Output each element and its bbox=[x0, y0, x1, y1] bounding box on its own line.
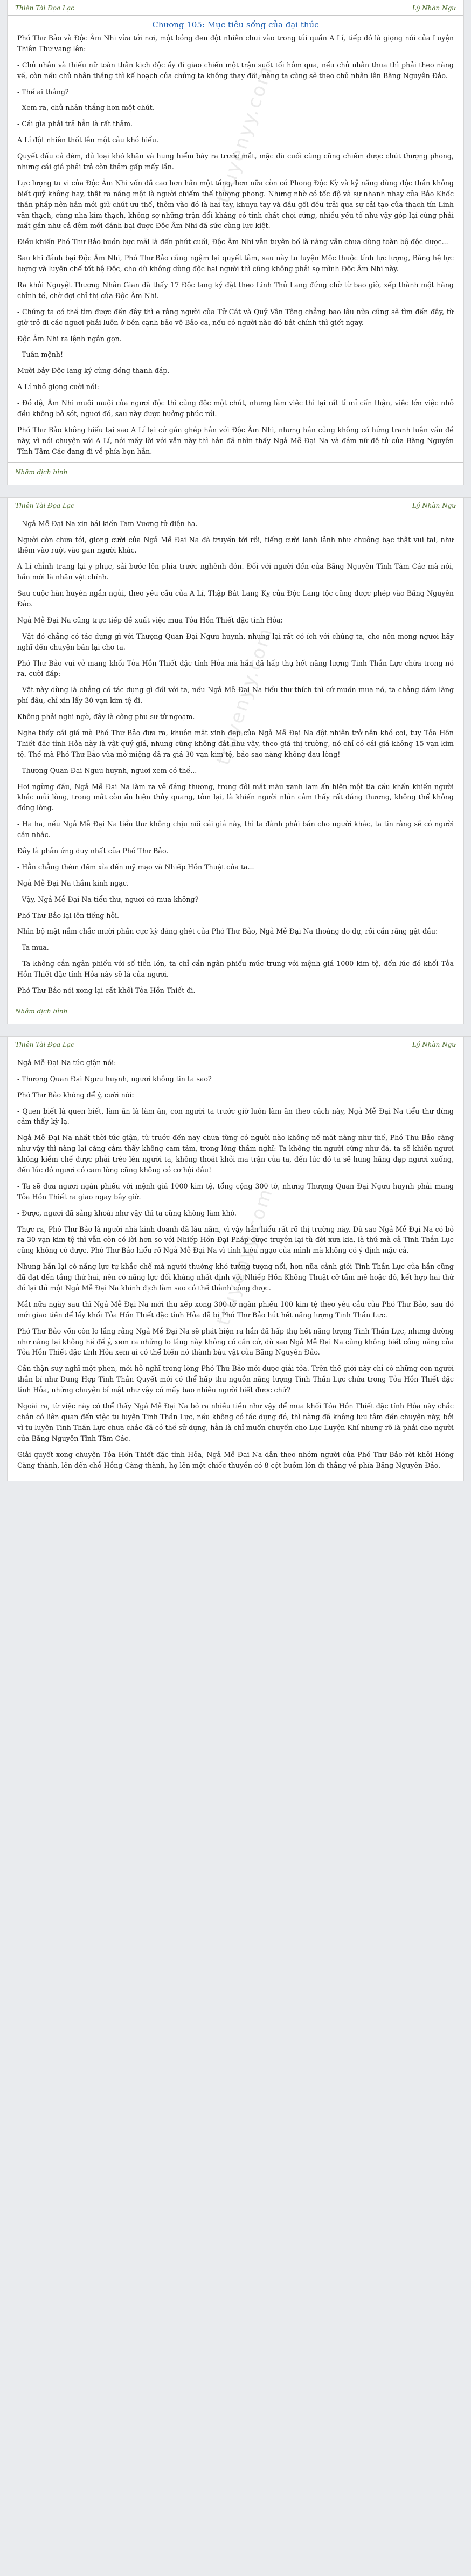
author-name: Lý Nhàn Ngư bbox=[412, 1040, 456, 1048]
paragraph: Phó Thư Bảo vốn còn lo lắng rằng Ngả Mễ Đại Na sẽ phát hiện ra hắn đã hấp thụ hết năng lượng Tinh Thần Lực, nhưng dường như nàng lại không hề để ý, xem ra những lo lắng này không có căn cứ, dù sao Ngả Mễ Đại Na cũng không biết công năng của Tỏa Hồn Thiết đặc tính Hỏa xem ai có thể biến nó thành báu vật của Băng Nguyên Đảo. bbox=[17, 1327, 454, 1357]
page-separator bbox=[0, 1024, 471, 1037]
paragraph: - Thế ai thắng? bbox=[17, 87, 69, 96]
page-content bbox=[8, 33, 463, 457]
paragraph: Không phải nghi ngờ, đây là công phu sư tử ngoạm. bbox=[17, 713, 195, 721]
paragraph: - Vậy, Ngả Mễ Đại Na tiểu thư, ngươi có mua không? bbox=[17, 895, 199, 903]
paragraph: - Hẳn chẳng thèm đếm xỉa đến mỹ mạo và Nhiếp Hồn Thuật của ta... bbox=[17, 862, 254, 871]
page-header bbox=[8, 0, 463, 16]
paragraph: - Đồ dệ, Âm Nhi muội muội của ngươi độc thì cũng độc một chút, nhưng làm việc thì lại rất tỉ mỉ cẩn thận, việc lớn việc nhỏ đều không bỏ sót, ngươi đó, sau này được hưởng phúc rồi. bbox=[17, 399, 454, 418]
page-content bbox=[8, 1052, 463, 1482]
paragraph: Nhưng hắn lại có nắng lực tự khắc chế mà người thường khó tưởng tượng nổi, hơn nữa cảnh giới Tinh Thần Lực của hắn cũng đã đạt đến tầng thứ hai, nên có năng lực đối kháng nhất định với Nhiếp Hồn Không Thuật cỡ tầm mê hoặc đó, kết hợp hai thứ đó lại thì một Ngả Mễ Đại Na khinh địch làm sao có thể thành công được. bbox=[17, 1262, 454, 1293]
page-header bbox=[8, 1037, 463, 1052]
paragraph: Phó Thư Bảo vui vẻ mang khối Tỏa Hồn Thiết đặc tính Hỏa mà hắn đã hấp thụ hết năng lượng Tinh Thần Lực chứa trong nó ra, cười đáp: bbox=[17, 659, 454, 678]
paragraph: Điều khiến Phó Thư Bảo buồn bực mãi là đến phút cuối, Độc Âm Nhi vẫn tuyên bố là nàng vẫn chưa dùng toàn bộ độc dược... bbox=[17, 238, 448, 246]
book-title: Thiên Tài Đọa Lạc bbox=[15, 501, 74, 509]
paragraph: Phó Thư Bảo lại lên tiếng hỏi. bbox=[17, 911, 120, 920]
paragraph: Người còn chưa tới, giọng cười của Ngả Mễ Đại Na đã truyền tới rồi, tiếng cười lanh lảnh như chuông bạc thật vui tai, như thêm vào ruột vào gan người khác. bbox=[17, 535, 454, 555]
paragraph: - Ha ha, nếu Ngả Mễ Đại Na tiểu thư không chịu nổi cái giá này, thì ta đành phải bán cho người khác, ta tin rằng sẽ có người cần nhắc. bbox=[17, 820, 454, 839]
paragraph: - Ta không cần ngân phiếu với số tiền lớn, ta chỉ cần ngân phiếu mức trung với mệnh giá 1000 kim tệ, đến lúc đó khối Tỏa Hồn Thiết đặc tính Hỏa này sẽ là của ngươi. bbox=[17, 959, 454, 979]
paragraph: - Được, ngươi đã sảng khoái như vậy thì ta cũng không làm khó. bbox=[17, 1208, 237, 1217]
paragraph: Lực lượng tu vi của Độc Âm Nhi vốn đã cao hơn hắn một tầng, hơn nữa còn có Phong Độc Kỳ và kỹ năng dùng độc thần không biết quỷ không hay, thật ra năng một là người chiếm thế thượng phong. Nhưng nhờ có tốc độ và sự nhanh nhạy của Bảo Khốc thần pháp nên hắn mới giữ chút ưu thế, thêm vào đó là hai tay, khuyu tay và đầu gối đều trải qua sự cải tạo của thạch tín Linh văn thạch, cùng nha kim thạch, không sợ những trận đổi kháng có tính chất chọi cứng, nhiều yếu tố như vậy góp lại cùng phải mất gần như cả đêm mới đánh bại được Độc Âm Nhi đã sức cùng lực kiệt. bbox=[17, 178, 454, 230]
paragraph: Cần thận suy nghĩ một phen, mới hỗ nghĩ trong lòng Phó Thư Bảo mới được giải tỏa. Trên thế giới này chỉ có những con người thần bí như Dung Hợp Tinh Thần Quyết mới có thể hấp thu nguồn năng lượng Tinh Thần Lực chứa trong Tỏa Hồn Thiết đặc tính Hỏa, những chuyện bí mật như vậy có mấy bao nhiêu người biết được chứ? bbox=[17, 1364, 454, 1394]
paragraph: Quyết đấu cả đêm, đủ loại khó khăn và hung hiểm bày ra trước mắt, mặc dù cuối cùng cũng chiếm được chút thượng phong, nhưng cái giá phải trả còn thảm gấp mấy lần. bbox=[17, 152, 454, 171]
page-footer bbox=[8, 1002, 463, 1024]
paragraph: Thực ra, Phó Thư Bảo là người nhà kinh doanh đã lâu năm, vì vậy hắn hiểu rất rõ thị trường này. Dù sao Ngả Mễ Đại Na có bỏ ra 30 vạn kim tệ thì vẫn còn có lời hơn so với Nhiếp Hồn Đại Pháp được truyền lại từ đời xưa kia, là thứ mà cả Tinh Thần Lục cũng không có được. Phó Thư Bảo hiểu rõ Ngả Mễ Đại Na vì tính kiêu ngạo của mình mà không có ý định mặc cả. bbox=[17, 1225, 454, 1255]
paragraph: - Chúng ta có thể tìm được đến đây thì e rằng người của Tử Cát và Quỷ Vân Tông chẳng bao lâu nữa cũng sẽ tìm đến đây, từ giờ trở đi các ngươi phải luôn ở bên cạnh bảo vệ Bảo ca, nếu có người nào đó bắt chính thì giết ngay. bbox=[17, 307, 454, 327]
paragraph: - Vật này dùng là chẳng có tác dụng gì đối với ta, nếu Ngả Mễ Đại Na tiểu thư thích thì cứ muốn mua nó, ta chẳng dám lãng phí đâu, chỉ xin lấy 30 vạn kim tệ đi. bbox=[17, 686, 454, 705]
page-header bbox=[8, 498, 463, 513]
paragraph: A Lí nhỏ giọng cười nói: bbox=[17, 383, 99, 391]
paragraph: Nhìn bộ mặt nắm chắc mười phần cực kỳ đáng ghét của Phó Thư Bảo, Ngả Mễ Đại Na thoáng do dự, rồi cắn răng gật đầu: bbox=[17, 927, 438, 936]
paragraph: Ra khỏi Nguyệt Thượng Nhân Gian đã thấy 17 Độc lang ký đặt theo Linh Thủ Lang đứng chờ từ bao giờ, xếp thành một hàng chỉnh tề, chờ đợi chỉ thị của Độc Âm Nhi. bbox=[17, 281, 454, 300]
paragraph: Ngả Mễ Đại Na nhất thời tức giận, từ trước đến nay chưa từng có người nào không nể mặt nàng như thế, Phó Thư Bảo càng như vậy thì nàng lại càng cảm thấy không cam tâm, trong lòng thầm nghĩ: Ta không tin người cứng như đá, ta sẽ khiến ngươi không kiềm chế được phải trèo lên người ta, không thoát khỏi ma trận của ta, đến lúc đó ta sẽ hung hăng đạp ngươi xuống, đến lúc đó ngươi có cam lòng cũng không có cơ hội đâu! bbox=[17, 1134, 454, 1175]
translator-note: Nhâm dịch bình bbox=[15, 1007, 68, 1015]
paragraph: Nghe thấy cái giá mà Phó Thư Bảo đưa ra, khuôn mặt xinh đẹp của Ngả Mễ Đại Na đột nhiên trở nên khó coi, tuy Tỏa Hồn Thiết đặc tính Hỏa này là vật quý giá, nhưng cũng không đắt như vậy, theo giá thị trường, nó chỉ có cái giá không 15 vạn kim tệ. Thế mà Phó Thư Bảo vừa mở miệng đã ra giá 30 vạn kim tệ, bảo sao nàng không đau lòng! bbox=[17, 728, 454, 758]
paragraph: - Quen biết là quen biết, làm ăn là làm ăn, con người ta trước giờ luôn làm ăn theo cách này, Ngả Mễ Đại Na tiểu thư đừng cảm thấy kỳ lạ. bbox=[17, 1107, 454, 1126]
paragraph: - Cái gìa phải trả hẳn là rất thảm. bbox=[17, 120, 133, 128]
document-page-2 bbox=[7, 498, 464, 1024]
paragraph: Phó Thư Bảo không để ý, cười nói: bbox=[17, 1090, 134, 1099]
chapter-title: Chương 105: Mục tiêu sống của đại thúc bbox=[152, 20, 319, 30]
paragraph: Hơi ngừng đầu, Ngả Mễ Đại Na làm ra vẻ đáng thương, trong đôi mắt màu xanh lam ẩn hiện một tia cầu khẩn khiến người khác mủi lòng, trong mắt còn ẩn hiện thủy quang, tôm lại, là khiến người nhìn cảm thấy rất đáng thương, không thể không đồng lòng. bbox=[17, 782, 454, 812]
paragraph: Ngả Mễ Đại Na tức giận nói: bbox=[17, 1058, 116, 1067]
paragraph: - Chủ nhân và thiếu nữ toàn thân kịch độc ấy đi giao chiến một trận suốt tối hôm qua, nếu chủ nhân thua thì phải theo nàng về, còn nếu chủ nhân thắng thì kế hoạch của chúng ta không thay đổi, nàng ta cũng sẽ theo chủ nhân lên Băng Nguyên Đảo. bbox=[17, 60, 454, 80]
book-title: Thiên Tài Đọa Lạc bbox=[15, 4, 74, 12]
paragraph: Ngoài ra, từ việc này có thể thấy Ngả Mễ Đại Na bỏ ra nhiều tiền như vậy để mua khối Tỏa Hồn Thiết đặc tính Hỏa này chắc chắn có liên quan đến việc tu luyện Tinh Thần Lực, nếu không có tác dụng đó, thì nàng đã không lưu tâm đến chuyện này, bởi vì tu luyện Tinh Thần Lực chưa chắc đã có thể sử dụng, hẳn là chỉ muốn chuyển cho Lục Luyện Khí nhưng rõ là phải cho người của Băng Nguyên Tĩnh Tâm Các. bbox=[17, 1402, 454, 1442]
page-separator bbox=[0, 485, 471, 498]
paragraph: Phó Thư Bảo không hiểu tại sao A Lí lại cứ gán ghép hắn với Độc Âm Nhi, nhưng hắn cũng không có hứng tranh luận vấn đề này, vì nói chuyện với A Lí, nói mấy lời với vẫn này thì hắn đã nhìn thấy Ngả Mễ Đại Na và đám nữ đệ tử của Băng Nguyên Tĩnh Tâm Các đang đi về phía bọn hắn. bbox=[17, 425, 454, 455]
page-content bbox=[8, 513, 463, 996]
paragraph: - Ngả Mễ Đại Na xin bái kiến Tam Vương tử điện hạ. bbox=[17, 519, 198, 528]
translator-note: Nhâm dịch bình bbox=[15, 468, 68, 476]
paragraph: A Lí đột nhiên thốt lên một câu khó hiểu. bbox=[17, 136, 159, 144]
paragraph: Ngả Mễ Đại Na cũng trực tiếp đề xuất việc mua Tỏa Hồn Thiết đặc tính Hỏa: bbox=[17, 616, 283, 624]
watermark: truyenyy.com bbox=[212, 1185, 278, 1329]
paragraph: - Tuân mệnh! bbox=[17, 350, 64, 359]
paragraph: Phó Thư Bảo nói xong lại cất khối Tỏa Hồn Thiết đi. bbox=[17, 986, 196, 995]
paragraph: Mười bảy Độc lang ký cùng đồng thanh đáp. bbox=[17, 367, 170, 375]
paragraph: Sau cuộc hàn huyên ngắn ngủi, theo yêu cầu của A Lí, Thập Bát Lang Kỵ của Độc Lang tộc cũng được phép vào Băng Nguyên Đảo. bbox=[17, 589, 454, 608]
paragraph: - Ta sẽ đưa ngươi ngân phiếu với mệnh giá 1000 kim tệ, tổng cộng 300 tờ, nhưng Thượng Quan Đại Ngưu huynh phải mang Tỏa Hồn Thiết ra giao ngay bây giờ. bbox=[17, 1182, 454, 1201]
book-title: Thiên Tài Đọa Lạc bbox=[15, 1040, 74, 1048]
document-page-1 bbox=[7, 0, 464, 485]
paragraph: Độc Âm Nhi ra lệnh ngắn gọn. bbox=[17, 334, 122, 343]
paragraph: Đây là phản ứng duy nhất của Phó Thư Bảo. bbox=[17, 846, 169, 855]
paragraph: Sau khi đánh bại Độc Âm Nhi, Phó Thư Bảo cũng ngậm lại quyết tâm, sau này tu luyện Mộc thuộc tính lực lượng, Băng hệ lực lượng và luyện chế tốt hệ Độc, cho dù không dùng độc hại người thì cũng không phải sợ mình Độc Âm Nhi này. bbox=[17, 254, 454, 273]
paragraph: A Lí chỉnh trang lại y phục, sải bước lên phía trước nghênh đón. Đối với người đến của Băng Nguyên Tĩnh Tâm Các mà nói, hắn mới là nhân vật chính. bbox=[17, 562, 454, 582]
paragraph: Ngả Mễ Đại Na thầm kinh ngạc. bbox=[17, 879, 129, 887]
paragraph: - Xem ra, chủ nhân thắng hơn một chút. bbox=[17, 103, 155, 112]
paragraph: Giải quyết xong chuyện Tỏa Hồn Thiết đặc tính Hỏa, Ngả Mễ Đại Na dẫn theo nhóm người của Phó Thư Bảo rời khỏi Hồng Càng thành, lên đến chỗ Hồng Càng thành, họ lên một chiếc thuyền có 8 cột buồm lớn đi thẳng về phía Băng Nguyên Đảo. bbox=[17, 1450, 454, 1469]
watermark: truyenyy.com bbox=[212, 624, 278, 768]
author-name: Lý Nhàn Ngư bbox=[412, 501, 456, 509]
paragraph: Phó Thư Bảo và Độc Âm Nhi vừa tới nơi, một bóng đen đột nhiên chui vào trong túi quần A Lí, tiếp đó là giọng nói của Luyện Thiên Thư vang lên: bbox=[17, 34, 454, 53]
paragraph: - Vật đó chẳng có tác dụng gì với Thượng Quan Đại Ngưu huynh, nhưng lại rất có ích với chúng ta, cho nên mong ngươi hãy nghĩ đến chuyện bán lại cho ta. bbox=[17, 632, 454, 651]
paragraph: Mắt nữa ngày sau thì Ngả Mễ Đại Na mới thu xếp xong 300 tờ ngân phiếu 100 kim tệ theo yêu cầu của Phó Thư Bảo, sau đó mới giao tiền để lấy khối Tỏa Hồn Thiết đặc tính Hỏa đã bị Phó Thư Bảo hút hết năng lượng Tinh Thần Lực. bbox=[17, 1300, 454, 1319]
page-footer bbox=[8, 462, 463, 485]
paragraph: - Thượng Quan Đại Ngưu huynh, ngươi không tin ta sao? bbox=[17, 1074, 212, 1083]
document-page-3 bbox=[7, 1037, 464, 1482]
watermark: truyenyy.com bbox=[212, 62, 278, 206]
paragraph: - Thượng Quan Đại Ngưu huynh, ngươi xem có thể... bbox=[17, 766, 197, 775]
paragraph: - Ta mua. bbox=[17, 943, 49, 952]
author-name: Lý Nhàn Ngư bbox=[412, 4, 456, 12]
